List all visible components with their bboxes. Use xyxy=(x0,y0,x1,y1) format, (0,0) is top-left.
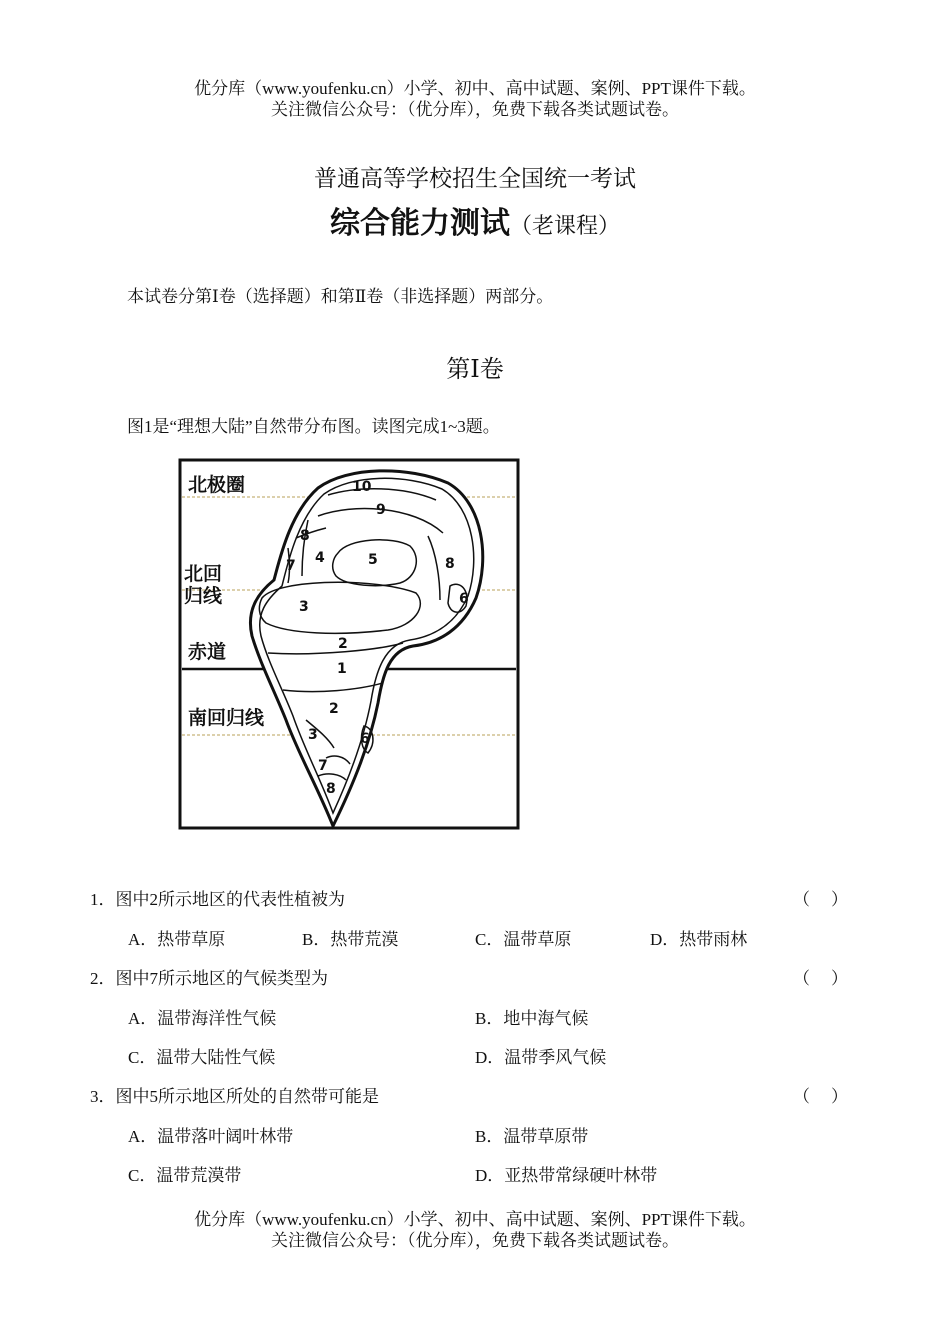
zone-label-6-north: 6 xyxy=(459,591,469,607)
question-3-option-b[interactable]: B．温带草原带 xyxy=(475,1127,589,1146)
zone-label-3-north: 3 xyxy=(299,599,309,615)
question-3-stem: 3．图中5所示地区所处的自然带可能是 xyxy=(90,1087,379,1106)
zone-label-3-south: 3 xyxy=(308,727,318,743)
figure-intro: 图1是“理想大陆”自然带分布图。读图完成1~3题。 xyxy=(127,417,500,436)
question-2-option-b[interactable]: B．地中海气候 xyxy=(475,1009,589,1028)
zone-label-8-south: 8 xyxy=(326,781,336,797)
question-1-stem: 1．图中2所示地区的代表性植被为 xyxy=(90,890,345,909)
zone-label-8-north: 8 xyxy=(300,528,310,544)
question-3-option-d[interactable]: D．亚热带常绿硬叶林带 xyxy=(475,1166,658,1185)
footer-line-1: 优分库（www.youfenku.cn）小学、初中、高中试题、案例、PPT课件下载。 xyxy=(194,1210,756,1229)
label-equator: 赤道 xyxy=(188,641,227,663)
zone-label-5: 5 xyxy=(368,552,378,568)
zone-label-1: 1 xyxy=(337,661,347,677)
header-line-2: 关注微信公众号：（优分库），免费下载各类试题试卷。 xyxy=(271,100,679,119)
zone-label-7-north: 7 xyxy=(286,558,296,574)
question-1-option-c[interactable]: C．温带草原 xyxy=(475,930,572,949)
question-2-option-d[interactable]: D．温带季风气候 xyxy=(475,1048,607,1067)
question-2-answer-paren[interactable]: （ ） xyxy=(793,969,850,988)
exam-intro: 本试卷分第Ⅰ卷（选择题）和第Ⅱ卷（非选择题）两部分。 xyxy=(127,287,554,306)
question-2-option-a[interactable]: A．温带海洋性气候 xyxy=(128,1009,277,1028)
zone-label-6-south: 6 xyxy=(360,731,370,747)
question-2-option-c[interactable]: C．温带大陆性气候 xyxy=(128,1048,276,1067)
exam-subtitle-course: （老课程） xyxy=(509,213,620,238)
label-tropic-north-1: 北回 xyxy=(184,563,223,585)
ideal-continent-map xyxy=(178,458,523,832)
exam-subtitle-main: 综合能力测试 xyxy=(329,207,510,240)
zone-label-2-north: 2 xyxy=(338,636,348,652)
question-3-option-a[interactable]: A．温带落叶阔叶林带 xyxy=(128,1127,294,1146)
question-1-option-a[interactable]: A．热带草原 xyxy=(128,930,226,949)
question-2-stem: 2．图中7所示地区的气候类型为 xyxy=(90,969,328,988)
footer-line-2: 关注微信公众号：（优分库），免费下载各类试题试卷。 xyxy=(271,1231,679,1250)
question-1-option-d[interactable]: D．热带雨林 xyxy=(650,930,748,949)
label-tropic-south: 南回归线 xyxy=(188,707,265,729)
label-arctic-circle: 北极圈 xyxy=(188,474,246,496)
volume-title: 第Ⅰ卷 xyxy=(446,357,504,383)
question-3-answer-paren[interactable]: （ ） xyxy=(793,1087,850,1106)
question-1-option-b[interactable]: B．热带荒漠 xyxy=(302,930,399,949)
zone-label-4: 4 xyxy=(315,550,325,566)
question-3-option-c[interactable]: C．温带荒漠带 xyxy=(128,1166,242,1185)
zone-label-8-east: 8 xyxy=(445,556,455,572)
zone-label-2-south: 2 xyxy=(329,701,339,717)
zone-label-10: 10 xyxy=(352,479,372,495)
label-tropic-north-2: 归线 xyxy=(184,585,223,607)
header-line-1: 优分库（www.youfenku.cn）小学、初中、高中试题、案例、PPT课件下载。 xyxy=(194,79,756,98)
question-1-answer-paren[interactable]: （ ） xyxy=(793,890,850,909)
zone-label-9: 9 xyxy=(376,502,386,518)
zone-label-7-south: 7 xyxy=(318,758,328,774)
exam-title: 普通高等学校招生全国统一考试 xyxy=(314,166,636,191)
exam-subtitle xyxy=(0,198,950,242)
